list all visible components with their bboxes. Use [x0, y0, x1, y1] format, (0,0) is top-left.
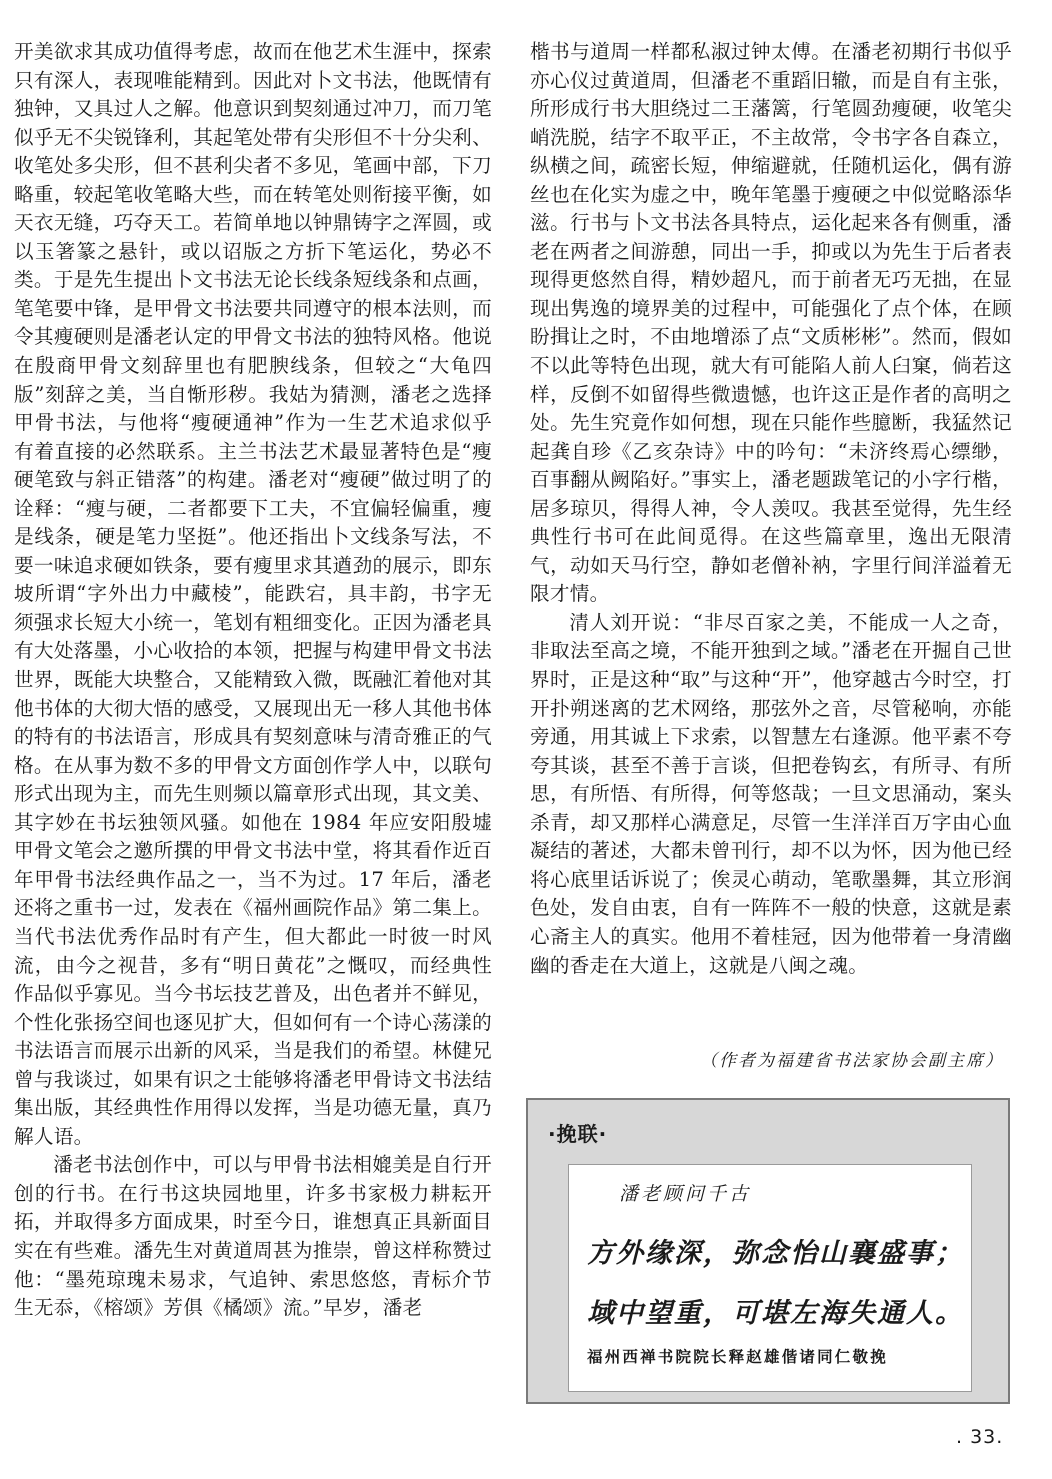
couplet-heading: 潘老顾问千古	[619, 1183, 752, 1205]
right-paragraph-2: 清人刘开说：“非尽百家之美，不能成一人之奇，非取法至高之境，不能开独到之域。”潘老在开掘自己世界时，正是这种“取”与这种“开”，他穿越古今时空，打开扑朔迷离的艺术网络，那弦外之音，尽管秘响，亦能旁通，用其诚上下求索，以智慧左右逢源。他平素不夸夸其谈，甚至不善于言谈，但把卷钩玄，有所寻、有所思，有所悟、有所得，何等悠哉；一旦文思涌动，案头杀青，却又那样心满意足，尽管一生洋洋百万字由心血凝结的著述，大都未曾刊行，却不以为怀，因为他已经将心底里话诉说了；俟灵心萌动，笔歌墨舞，其立形润色处，发自由衷，自有一阵阵不一般的快意，这就是素心斋主人的真实。他用不着桂冠，因为他带着一身清幽幽的香走在大道上，这就是八闽之魂。	[530, 610, 1012, 977]
left-column	[14, 38, 492, 1323]
left-paragraph-1: 开美欲求其成功值得考虑，故而在他艺术生涯中，探索只有深人，表现唯能精到。因此对卜文书法，他既情有独钟，又具过人之解。他意识到契刻通过冲刀，而刀笔似乎无不尖锐锋利，其起笔处带有尖形但不十分尖利、收笔处多尖形，但不甚利尖者不多见，笔画中部，下刀略重，较起笔收笔略大些，而在转笔处则衔接平衡，如天衣无缝，巧夺天工。若简单地以钟鼎铸字之浑圆，或以玉箸篆之悬针，或以诏版之方折下笔运化，势必不类。于是先生提出卜文书法无论长线条短线条和点画，笔笔要中锋，是甲骨文书法要共同遵守的根本法则，而令其瘦硬则是潘老认定的甲骨文书法的独特风格。他说在殷商甲骨文刻辞里也有肥腴线条，但较之“大龟四版”刻辞之美，当自惭形秽。我姑为猜测，潘老之选择甲骨书法，与他将“瘦硬通神”作为一生艺术追求似乎有着直接的必然联系。主兰书法艺术最显著特色是“瘦硬笔致与斜正错落”的构建。潘老对“瘦硬”做过明了的诠释：“瘦与硬，二者都要下工夫，不宜偏轻偏重，瘦是线条，硬是笔力坚挺”。他还指出卜文线条写法，不要一味追求硬如铁条，要有瘦里求其遒劲的展示，即东坡所谓“字外出力中藏棱”，能跌宕，具丰韵，书字无须强求长短大小统一，笔划有粗细变化。正因为潘老具有大处落墨，小心收拾的本领，把握与构建甲骨文书法世界，既能大块整合，又能精致入微，既融汇着他对其他书体的大彻大悟的感受，又展现出无一移人其他书体的特有的书法语言，形成具有契刻意味与清奇雅正的气格。在从事为数不多的甲骨文方面创作学人中，以联句形式出现为主，而先生则频以篇章形式出现，其文美、其字妙在书坛独领风骚。如他在 1984 年应安阳殷墟甲骨文笔会之邀所撰的甲骨文书法中堂，将其看作近百年甲骨书法经典作品之一，当不为过。17 年后，潘老还将之重书一过，发表在《福州画院作品》第二集上。当代书法优秀作品时有产生，但大都此一时彼一时风流，由今之视昔，多有“明日黄花”之慨叹，而经典性作品似乎寡见。当今书坛技艺普及，出色者并不鲜见，个性化张扬空间也逐见扩大，但如何有一个诗心荡漾的书法语言而展示出新的风采，当是我们的希望。林健兄曾与我谈过，如果有识之士能够将潘老甲骨诗文书法结集出版，其经典性作用得以发挥，当是功德无量，真乃解人语。	[14, 40, 492, 1148]
couplet-second-line: 域中望重，可堪左海失通人。	[587, 1298, 964, 1329]
couplet-first-line: 方外缘深，弥念怡山襄盛事；	[587, 1238, 964, 1269]
page-number: . 33.	[956, 1426, 1004, 1448]
couplet-box-title: ·挽联·	[548, 1122, 608, 1146]
author-note: （作者为福建省书法家协会副主席）	[700, 1051, 1004, 1071]
elegy-couplet-box	[526, 1098, 1010, 1404]
couplet-signature: 福州西禅书院院长释赵雄偕诸同仁敬挽	[587, 1348, 888, 1366]
left-paragraph-2: 潘老书法创作中，可以与甲骨书法相媲美是自行开创的行书。在行书这块园地里，许多书家极力耕耘开拓，并取得多方面成果，时至今日，谁想真正具新面目实在有些难。潘先生对黄道周甚为推崇，曾这样称赞过他：“墨苑琼瑰未易求，气追钟、索思悠悠，青标介节生无忝，《榕颂》芳俱《橘颂》流。”早岁，潘老	[14, 1153, 492, 1320]
couplet-inner-panel	[568, 1164, 972, 1392]
right-paragraph-1: 楷书与道周一样都私淑过钟太傅。在潘老初期行书似乎亦心仪过黄道周，但潘老不重蹈旧辙，而是自有主张，所形成行书大胆绕过二王藩篱，行笔圆劲瘦硬，收笔尖峭洗脱，结字不取平正，不主故常，令书字各自森立，纵横之间，疏密长短，伸缩避就，任随机运化，偶有游丝也在化实为虚之中，晚年笔墨于瘦硬之中似觉略添华滋。行书与卜文书法各具特点，运化起来各有侧重，潘老在两者之间游憩，同出一手，抑或以为先生于后者表现得更悠然自得，精妙超凡，而于前者无巧无拙，在显现出隽逸的境界美的过程中，可能强化了点个体，在顾盼揖让之时，不由地增添了点“文质彬彬”。然而，假如不以此等特色出现，就大有可能陷人前人臼窠，倘若这样，反倒不如留得些微遗憾，也许这正是作者的高明之处。先生究竟作如何想，现在只能作些臆断，我猛然记起龚自珍《乙亥杂诗》中的吟句：“未济终焉心缥缈，百事翻从阙陷好。”事实上，潘老题跋笔记的小字行楷，居多琼贝，得得人神，令人羡叹。我甚至觉得，先生经典性行书可在此间觅得。在这些篇章里，逸出无限清气，动如天马行空，静如老僧补衲，字里行间洋溢着无限才情。	[530, 40, 1012, 606]
right-column	[530, 38, 1012, 980]
